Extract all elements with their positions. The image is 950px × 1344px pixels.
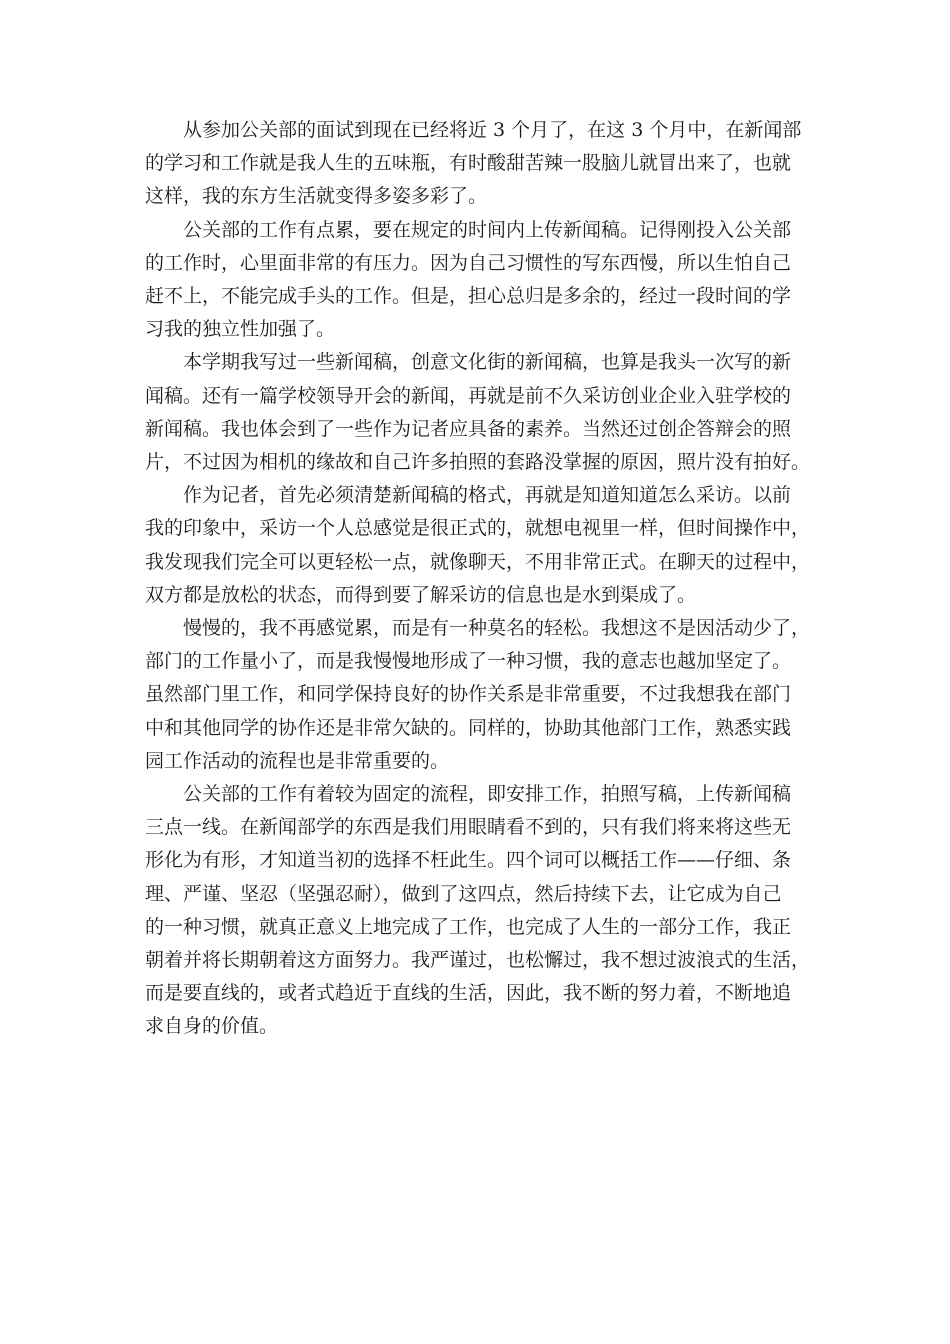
text-line: 作为记者，首先必须清楚新闻稿的格式，再就是知道知道怎么采访。以前 — [183, 484, 792, 507]
text-line: 这样，我的东方生活就变得多姿多彩了。 — [145, 185, 488, 208]
text-line: 本学期我写过一些新闻稿，创意文化街的新闻稿，也算是我头一次写的新 — [183, 351, 792, 374]
text-line: 双方都是放松的状态，而得到要了解采访的信息也是水到渠成了。 — [145, 583, 697, 606]
text-line: 的工作时，心里面非常的有压力。因为自己习惯性的写东西慢，所以生怕自己 — [145, 251, 792, 274]
text-line: 理、严谨、坚忍（坚强忍耐），做到了这四点，然后持续下去，让它成为自己 — [145, 882, 782, 905]
text-line: 形化为有形，才知道当初的选择不枉此生。四个词可以概括工作——仔细、条 — [145, 849, 792, 872]
text-line: 闻稿。还有一篇学校领导开会的新闻，再就是前不久采访创业企业入驻学校的 — [145, 384, 792, 407]
text-line: 公关部的工作有点累，要在规定的时间内上传新闻稿。记得刚投入公关部 — [183, 218, 792, 241]
text-line: 虽然部门里工作，和同学保持良好的协作关系是非常重要，不过我想我在部门 — [145, 683, 792, 706]
text-line: 求自身的价值。 — [145, 1015, 279, 1038]
text-line: 的学习和工作就是我人生的五味瓶，有时酸甜苦辣一股脑儿就冒出来了，也就 — [145, 152, 792, 175]
text-line: 片，不过因为相机的缘故和自己许多拍照的套路没掌握的原因，照片没有拍好。 — [145, 451, 811, 474]
text-line: 中和其他同学的协作还是非常欠缺的。同样的，协助其他部门工作，熟悉实践 — [145, 716, 792, 739]
paragraph-6 — [145, 778, 821, 1044]
text-line: 朝着并将长期朝着这方面努力。我严谨过，也松懈过，我不想过波浪式的生活， — [145, 949, 811, 972]
text-line: 部门的工作量小了，而是我慢慢地形成了一种习惯，我的意志也越加坚定了。 — [145, 650, 792, 673]
text-line: 而是要直线的，或者式趋近于直线的生活，因此，我不断的努力着，不断地追 — [145, 982, 792, 1005]
paragraph-4 — [145, 479, 821, 612]
text-line: 园工作活动的流程也是非常重要的。 — [145, 749, 450, 772]
text-line: 三点一线。在新闻部学的东西是我们用眼睛看不到的，只有我们将来将这些无 — [145, 816, 792, 839]
text-line: 从参加公关部的面试到现在已经将近 3 个月了，在这 3 个月中，在新闻部 — [183, 119, 802, 141]
text-line: 公关部的工作有着较为固定的流程，即安排工作，拍照写稿，上传新闻稿 — [183, 783, 792, 806]
text-line: 我的印象中，采访一个人总感觉是很正式的，就想电视里一样，但时间操作中， — [145, 517, 811, 540]
text-line: 我发现我们完全可以更轻松一点，就像聊天，不用非常正式。在聊天的过程中， — [145, 550, 811, 573]
paragraph-2 — [145, 214, 821, 347]
text-line: 新闻稿。我也体会到了一些作为记者应具备的素养。当然还过创企答辩会的照 — [145, 417, 792, 440]
paragraph-1 — [145, 114, 821, 214]
document-body — [145, 114, 821, 1044]
text-line: 慢慢的，我不再感觉累，而是有一种莫名的轻松。我想这不是因活动少了， — [183, 617, 811, 640]
paragraph-3 — [145, 346, 821, 479]
text-line: 习我的独立性加强了。 — [145, 318, 336, 341]
paragraph-5 — [145, 612, 821, 778]
text-line: 赶不上，不能完成手头的工作。但是，担心总归是多余的，经过一段时间的学 — [145, 285, 792, 308]
text-line: 的一种习惯，就真正意义上地完成了工作，也完成了人生的一部分工作，我正 — [145, 915, 792, 938]
